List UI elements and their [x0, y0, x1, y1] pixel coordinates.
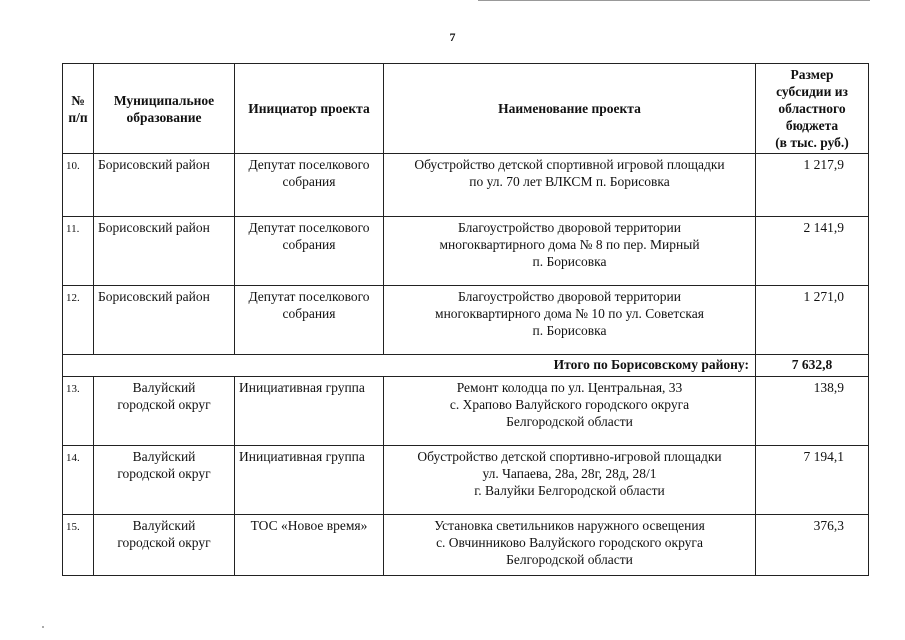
- amount-cell: 2 141,9: [756, 217, 869, 286]
- table-row: [63, 217, 869, 286]
- table-row: [63, 286, 869, 355]
- municipality-line: городской округ: [117, 535, 211, 550]
- total-row: [63, 355, 869, 377]
- total-value: 7 632,8: [756, 355, 869, 377]
- row-number: 11.: [63, 217, 94, 286]
- row-number: 15.: [63, 515, 94, 576]
- initiator-cell: [235, 286, 384, 355]
- initiator-line: собрания: [282, 174, 336, 189]
- municipality-line: Борисовский район: [98, 289, 210, 304]
- amount-cell: 138,9: [756, 377, 869, 446]
- project-cell: [384, 515, 756, 576]
- project-line: многоквартирного дома № 10 по ул. Советская: [435, 306, 704, 321]
- row-number: 14.: [63, 446, 94, 515]
- municipality-line: городской округ: [117, 466, 211, 481]
- project-line: ул. Чапаева, 28а, 28г, 28д, 28/1: [482, 466, 657, 481]
- municipality-cell: [94, 446, 235, 515]
- project-line: Обустройство детской спортивной игровой площадки: [414, 157, 725, 172]
- top-rule: [478, 0, 870, 1]
- municipality-line: Борисовский район: [98, 157, 210, 172]
- header-num-line: №: [71, 92, 85, 108]
- project-line: Белгородской области: [506, 414, 633, 429]
- municipality-cell: [94, 377, 235, 446]
- header-subsidy: [756, 64, 869, 154]
- municipality-line: Валуйский: [132, 380, 196, 395]
- project-line: Благоустройство дворовой территории: [458, 220, 681, 235]
- project-cell: [384, 377, 756, 446]
- initiator-line: Депутат поселкового: [248, 157, 370, 172]
- total-label: Итого по Борисовскому району:: [63, 355, 756, 377]
- project-line: с. Храпово Валуйского городского округа: [449, 397, 690, 412]
- project-line: многоквартирного дома № 8 по пер. Мирный: [439, 237, 700, 252]
- project-line: по ул. 70 лет ВЛКСМ п. Борисовка: [469, 174, 670, 189]
- header-municipality-line: образование: [126, 109, 202, 125]
- header-subsidy-line: субсидии из: [776, 84, 848, 99]
- header-project: Наименование проекта: [384, 64, 756, 154]
- municipality-line: Валуйский: [132, 449, 196, 464]
- header-initiator: Инициатор проекта: [235, 64, 384, 154]
- municipality-line: городской округ: [117, 397, 211, 412]
- header-subsidy-line: бюджета: [785, 118, 839, 133]
- initiator-line: ТОС «Новое время»: [250, 518, 368, 533]
- project-line: с. Овчинниково Валуйского городского округа: [436, 535, 703, 550]
- header-subsidy-line: областного: [778, 101, 846, 116]
- header-subsidy-line: (в тыс. руб.): [775, 135, 849, 150]
- amount-cell: 1 217,9: [756, 154, 869, 217]
- initiator-line: Депутат поселкового: [248, 220, 370, 235]
- header-num: [63, 64, 94, 154]
- municipality-line: Борисовский район: [98, 220, 210, 235]
- row-number: 13.: [63, 377, 94, 446]
- initiator-line: собрания: [282, 237, 336, 252]
- table-row: [63, 377, 869, 446]
- table-row: [63, 446, 869, 515]
- header-municipality-line: Муниципальное: [113, 92, 215, 108]
- table-row: [63, 154, 869, 217]
- initiator-line: Инициативная группа: [239, 449, 365, 464]
- project-cell: [384, 446, 756, 515]
- project-line: Благоустройство дворовой территории: [458, 289, 681, 304]
- initiator-line: Инициативная группа: [239, 380, 365, 395]
- table-header-row: [63, 64, 869, 154]
- amount-cell: 1 271,0: [756, 286, 869, 355]
- scan-speck: [42, 626, 44, 628]
- project-line: г. Валуйки Белгородской области: [474, 483, 665, 498]
- initiator-cell: [235, 446, 384, 515]
- municipality-cell: [94, 515, 235, 576]
- project-line: Установка светильников наружного освещения: [434, 518, 705, 533]
- project-line: п. Борисовка: [532, 323, 607, 338]
- project-line: Ремонт колодца по ул. Центральная, 33: [456, 380, 683, 395]
- amount-cell: 7 194,1: [756, 446, 869, 515]
- initiator-cell: [235, 217, 384, 286]
- project-line: Белгородской области: [506, 552, 633, 567]
- initiator-cell: [235, 515, 384, 576]
- project-cell: [384, 217, 756, 286]
- row-number: 10.: [63, 154, 94, 217]
- page-number: 7: [449, 30, 456, 44]
- amount-cell: 376,3: [756, 515, 869, 576]
- header-subsidy-line: Размер: [790, 67, 834, 82]
- municipality-cell: [94, 154, 235, 217]
- initiator-cell: [235, 377, 384, 446]
- project-line: Обустройство детской спортивно-игровой площадки: [417, 449, 722, 464]
- municipality-line: Валуйский: [132, 518, 196, 533]
- header-municipality: [94, 64, 235, 154]
- project-line: п. Борисовка: [532, 254, 607, 269]
- subsidy-table: [62, 63, 869, 576]
- table-row: [63, 515, 869, 576]
- initiator-cell: [235, 154, 384, 217]
- municipality-cell: [94, 286, 235, 355]
- header-num-line: п/п: [68, 109, 88, 125]
- row-number: 12.: [63, 286, 94, 355]
- initiator-line: Депутат поселкового: [248, 289, 370, 304]
- municipality-cell: [94, 217, 235, 286]
- project-cell: [384, 286, 756, 355]
- project-cell: [384, 154, 756, 217]
- initiator-line: собрания: [282, 306, 336, 321]
